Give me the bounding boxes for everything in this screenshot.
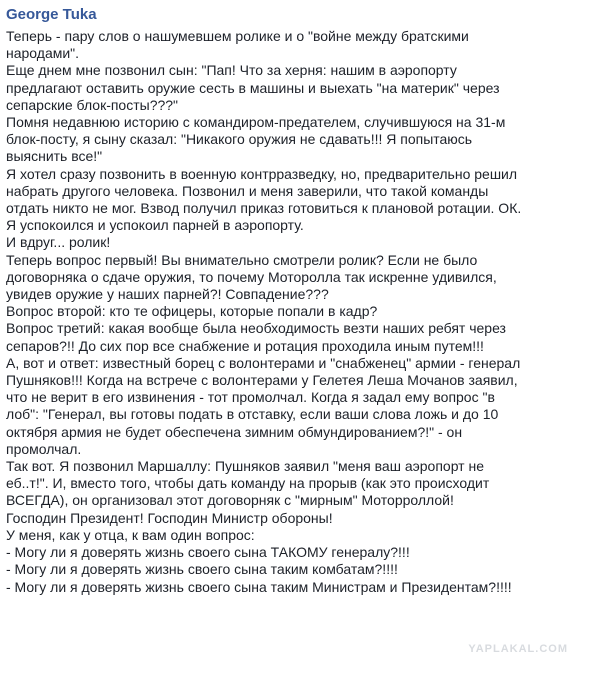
post-line: Теперь - пару слов о нашумевшем ролике и о "войне между братскими [6, 28, 469, 44]
watermark: YAPLAKAL.COM [468, 643, 568, 655]
post-line: блок-посту, я сыну сказал: "Никакого оружия не сдавать!!! Я попытаюсь [6, 131, 473, 148]
post-line: Я успокоился и успокоил парней в аэропорту. [6, 217, 304, 234]
post-line: народами". [6, 45, 80, 62]
post-line: Господин Президент! Господин Министр обороны! [6, 509, 333, 526]
post-line: У меня, как у отца, к вам один вопрос: [6, 526, 255, 543]
post-line: промолчал. [6, 440, 82, 457]
post-line: предлагают оставить оружие сесть в машины и выехать "на материк" через [6, 79, 500, 96]
post-line: увидев оружие у наших парней?! Совпадение??? [6, 286, 329, 303]
post-line: набрать другого человека. Позвонил и меня заверили, что такой команды [6, 182, 489, 199]
post-line: Пушняков!!! Когда на встрече с волонтерами у Гелетея Леша Мочанов заявил, [6, 372, 518, 389]
post-line: Так вот. Я позвонил Маршаллу: Пушняков заявил "меня ваш аэропорт не [6, 458, 484, 475]
post [6, 6, 588, 596]
post-line: - Могу ли я доверять жизнь своего сына таким Министрам и Президентам?!!!! [6, 578, 512, 595]
post-line: Вопрос второй: кто те офицеры, которые попали в кадр? [6, 303, 378, 320]
post-line: еб..т!". И, вместо того, чтобы дать команду на прорыв (как это происходит [6, 475, 490, 492]
post-line: И вдруг... ролик! [6, 234, 111, 251]
author-name[interactable]: George Tuka [6, 6, 97, 23]
post-line: лоб": "Генерал, вы готовы подать в отставку, если ваши слова ложь и до 10 [6, 406, 499, 423]
post-line: ВСЕГДА), он организовал этот договорняк с "мирным" Моторроллой! [6, 492, 454, 509]
post-line: Теперь вопрос первый! Вы внимательно смотрели ролик? Если не было [6, 251, 478, 268]
post-line: сепарские блок-посты???" [6, 96, 179, 113]
post-line: что не верит в его извинения - тот промолчал. Когда я задал ему вопрос "в [6, 389, 495, 406]
post-line: договорняка о сдаче оружия, то почему Моторолла так искренне удивился, [6, 268, 497, 285]
post-line: выяснить все!" [6, 148, 103, 165]
post-line: Вопрос третий: какая вообще была необходимость везти наших ребят через [6, 320, 506, 337]
post-line: Еще днем мне позвонил сын: "Пап! Что за херня: нашим в аэропорту [6, 62, 457, 79]
post-line: - Могу ли я доверять жизнь своего сына таким комбатам?!!!! [6, 561, 398, 578]
post-line: - Могу ли я доверять жизнь своего сына ТАКОМУ генералу?!!! [6, 544, 410, 561]
post-line: отдать никто не мог. Взвод получил приказ готовиться к плановой ротации. ОК. [6, 200, 522, 217]
post-line: Я хотел сразу позвонить в военную контрразведку, но, предварительно решил [6, 165, 518, 182]
post-line: сепаров?!! До сих пор все снабжение и ротация проходила иным путем!!! [6, 337, 484, 354]
post-line: Помня недавнюю историю с командиром-предателем, случившуюся на 31-м [6, 114, 506, 131]
post-line: А, вот и ответ: известный борец с волонтерами и "снабженец" армии - генерал [6, 354, 521, 371]
post-body [6, 28, 588, 596]
post-line: октября армия не будет обеспечена зимним обмундированием?!" - он [6, 423, 463, 440]
